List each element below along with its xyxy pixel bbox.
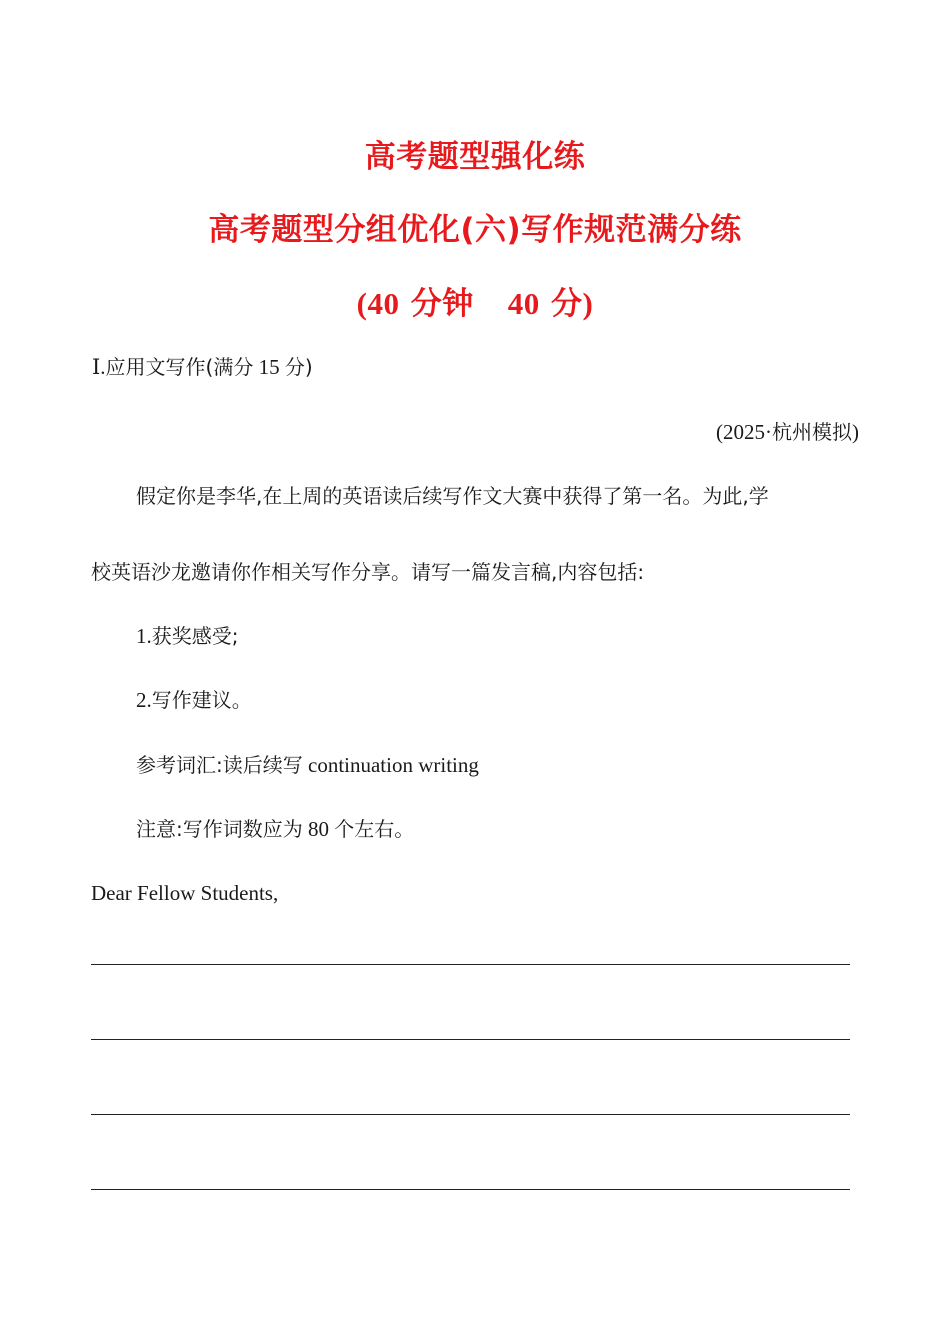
answer-line-2[interactable]	[91, 1039, 850, 1040]
prompt-paragraph-line-2: 校英语沙龙邀请你作相关写作分享。请写一篇发言稿,内容包括:	[91, 560, 645, 584]
note-tail: 个左右。	[334, 817, 415, 841]
answer-line-4[interactable]	[91, 1189, 850, 1190]
time-value: 40	[367, 286, 400, 321]
section-points: 15	[258, 355, 280, 379]
vocab-label: 参考词汇:读后续写	[136, 753, 303, 777]
section-points-unit: 分)	[284, 355, 313, 379]
score-value: 40	[507, 286, 540, 321]
word-count-note	[136, 817, 414, 842]
note-label: 注意:写作词数应为	[136, 817, 303, 841]
source-close: )	[852, 420, 859, 444]
note-number: 80	[308, 817, 329, 841]
title-line-1: 高考题型强化练	[364, 139, 586, 175]
section-label: 应用文写作(满分	[105, 355, 254, 379]
content-item-1	[136, 624, 239, 649]
item-number: 2.	[136, 688, 152, 712]
answer-line-3[interactable]	[91, 1114, 850, 1115]
answer-line-1[interactable]	[91, 964, 850, 965]
section-heading	[92, 355, 313, 380]
source-place: 杭州模拟	[772, 420, 852, 444]
section-numeral: Ⅰ.	[92, 355, 106, 379]
reference-vocabulary	[136, 753, 479, 778]
paren-open: (	[356, 286, 368, 321]
item-number: 1.	[136, 624, 152, 648]
item-text: 获奖感受;	[151, 624, 239, 648]
letter-greeting: Dear Fellow Students,	[91, 881, 279, 905]
vocab-english: continuation writing	[308, 753, 479, 777]
prompt-paragraph-line-1: 假定你是李华,在上周的英语读后续写作文大赛中获得了第一名。为此,学	[136, 484, 769, 508]
time-score-line	[0, 278, 950, 323]
source-note	[716, 420, 859, 445]
title-line-2: 高考题型分组优化(六)写作规范满分练	[208, 212, 742, 248]
paren-close: )	[582, 286, 594, 321]
time-unit: 分钟	[410, 286, 474, 322]
content-item-2	[136, 688, 252, 713]
source-open: (2025·	[716, 420, 772, 444]
item-text: 写作建议。	[151, 688, 252, 712]
score-unit: 分	[551, 286, 583, 322]
